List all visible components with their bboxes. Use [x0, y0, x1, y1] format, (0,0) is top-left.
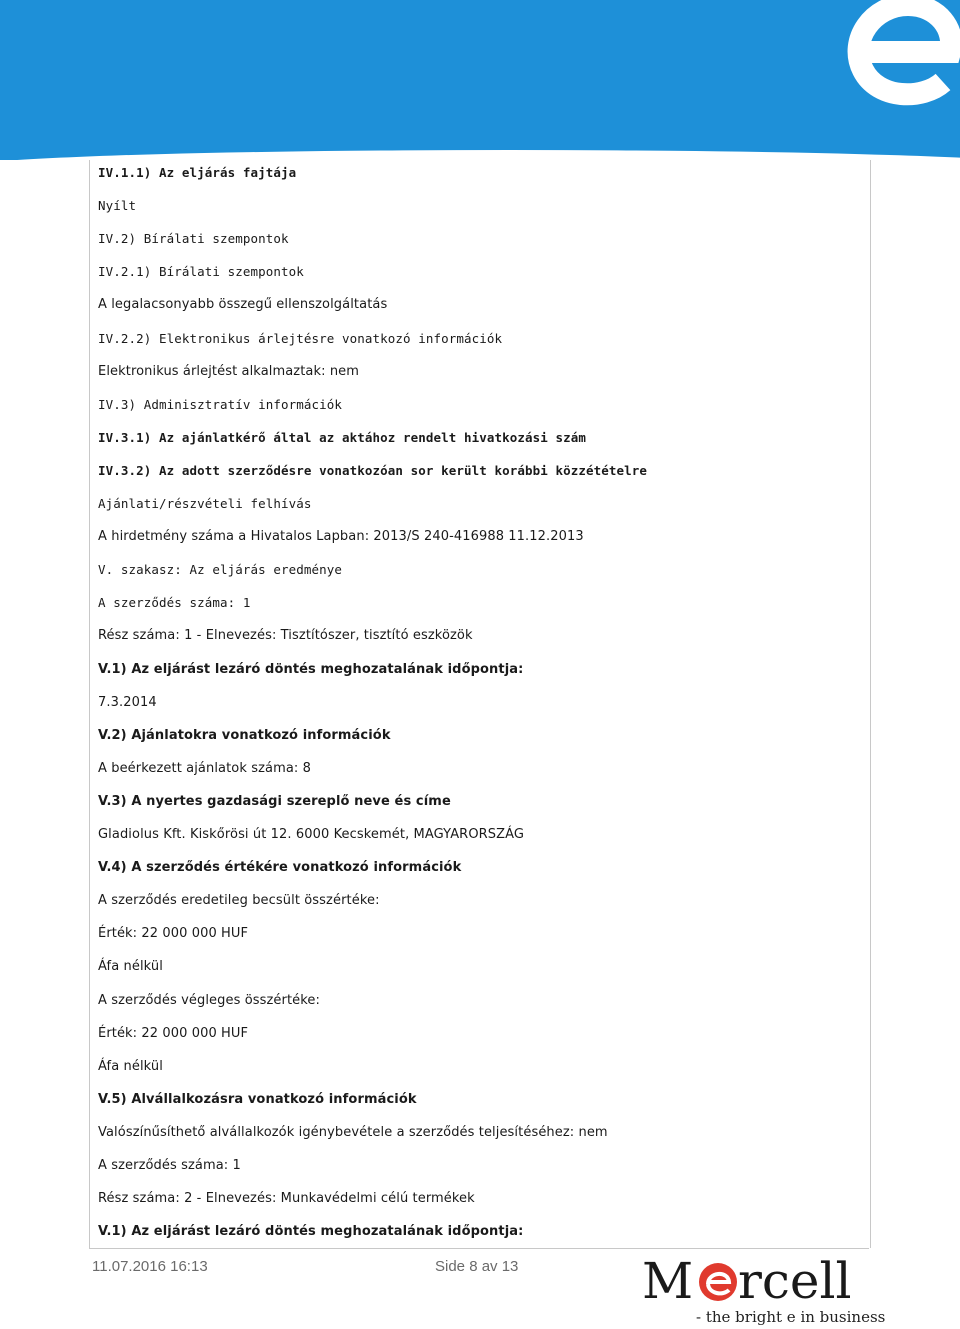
- document-line: Érték: 22 000 000 HUF: [98, 1025, 249, 1041]
- brand-m: M: [642, 1252, 694, 1310]
- document-line: V.1) Az eljárást lezáró döntés meghozatalának időpontja:: [98, 1224, 524, 1240]
- document-body: [89, 160, 871, 1248]
- brand-rest: rcell: [738, 1252, 852, 1310]
- document-line: IV.2.2) Elektronikus árlejtésre vonatkozó információk: [98, 330, 503, 346]
- document-line: Érték: 22 000 000 HUF: [98, 926, 249, 942]
- document-line: V.4) A szerződés értékére vonatkozó információk: [98, 860, 462, 876]
- footer-page-number: Side 8 av 13: [435, 1258, 519, 1275]
- document-line: Gladiolus Kft. Kiskőrösi út 12. 6000 Kecskemét, MAGYARORSZÁG: [98, 827, 525, 842]
- brand-tagline: - the bright e in business: [696, 1308, 886, 1326]
- document-line: V.3) A nyertes gazdasági szereplő neve és címe: [98, 793, 451, 809]
- footer-divider: [89, 1248, 869, 1249]
- document-line: A hirdetmény száma a Hivatalos Lapban: 2013/S 240-416988 11.12.2013: [98, 529, 584, 545]
- mercell-wordmark: [640, 1250, 870, 1310]
- document-line: Valószínűsíthető alvállalkozók igénybevétele a szerződés teljesítéséhez: nem: [98, 1124, 608, 1140]
- document-line: Rész száma: 2 - Elnevezés: Munkavédelmi célú termékek: [98, 1191, 475, 1207]
- document-line: IV.3) Adminisztratív információk: [98, 396, 343, 412]
- document-line: A beérkezett ajánlatok száma: 8: [98, 760, 311, 776]
- document-line: A szerződés száma: 1: [98, 1158, 241, 1173]
- document-line: A szerződés száma: 1: [98, 595, 251, 611]
- document-line: Áfa nélkül: [98, 959, 163, 975]
- document-line: 7.3.2014: [98, 694, 157, 710]
- document-line: V.1) Az eljárást lezáró döntés meghozatalának időpontja:: [98, 661, 524, 677]
- e-logo-icon: [828, 0, 960, 110]
- mercell-logo: [640, 1250, 886, 1328]
- header-band: [0, 0, 960, 160]
- document-line: V.5) Alvállalkozásra vonatkozó információk: [98, 1091, 417, 1107]
- header-wave: [0, 150, 960, 160]
- document-line: V.2) Ajánlatokra vonatkozó információk: [98, 727, 391, 743]
- document-line: V. szakasz: Az eljárás eredménye: [98, 562, 343, 578]
- document-line: Ajánlati/részvételi felhívás: [98, 496, 312, 511]
- document-line: IV.1.1) Az eljárás fajtája: [98, 165, 297, 180]
- footer-timestamp: 11.07.2016 16:13: [92, 1258, 208, 1275]
- document-line: IV.2.1) Bírálati szempontok: [98, 264, 304, 280]
- document-line: A legalacsonyabb összegű ellenszolgáltatás: [98, 297, 388, 313]
- document-line: IV.3.1) Az ajánlatkérő által az aktához rendelt hivatkozási szám: [98, 429, 587, 445]
- document-line: Rész száma: 1 - Elnevezés: Tisztítószer, tisztító eszközök: [98, 628, 473, 644]
- document-line: Elektronikus árlejtést alkalmaztak: nem: [98, 363, 360, 379]
- document-line: IV.3.2) Az adott szerződésre vonatkozóan sor került korábbi közzétételre: [98, 462, 648, 478]
- document-line: Nyílt: [98, 198, 137, 214]
- document-line: Áfa nélkül: [98, 1058, 163, 1074]
- document-line: A szerződés eredetileg becsült összértéke:: [98, 893, 380, 909]
- document-line: A szerződés végleges összértéke:: [98, 992, 321, 1008]
- document-line: IV.2) Bírálati szempontok: [98, 231, 289, 247]
